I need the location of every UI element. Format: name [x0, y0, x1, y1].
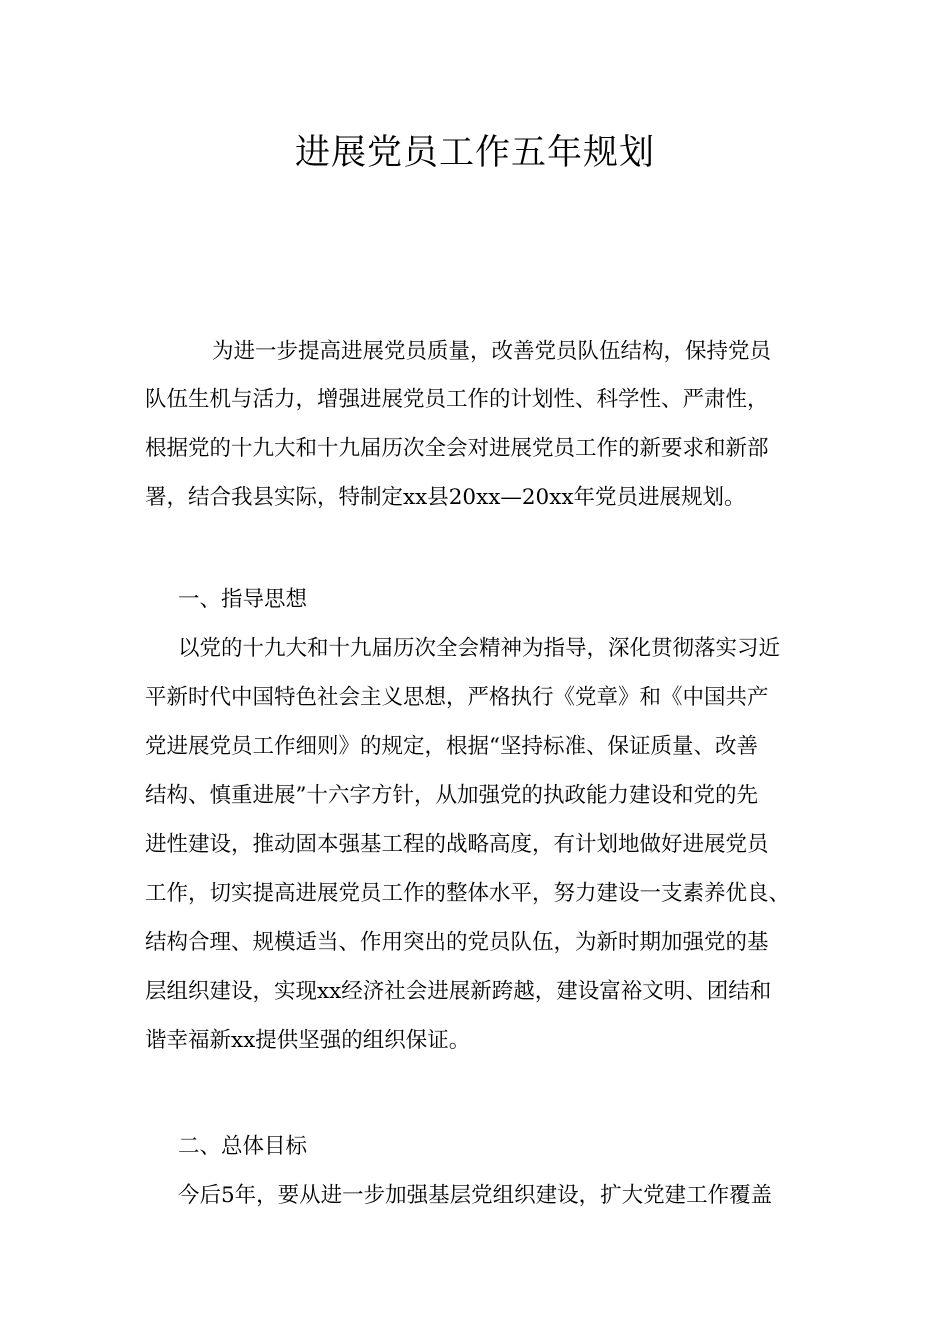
section1-line: 党进展党员工作细则》的规定，根据“坚持标准、保证质量、改善	[145, 734, 758, 759]
document-title: 进展党员工作五年规划	[294, 133, 655, 173]
section1-line: 以党的十九大和十九届历次全会精神为指导，深化贯彻落实习近	[178, 636, 781, 661]
section1-line: 结构、慎重进展”十六字方针，从加强党的执政能力建设和党的先	[145, 783, 758, 808]
section1-line: 谐幸福新xx提供坚强的组织保证。	[145, 1028, 471, 1053]
intro-line: 署，结合我县实际，特制定xx县20xx—20xx年党员进展规划。	[145, 485, 746, 510]
section1-line: 层组织建设，实现xx经济社会进展新跨越，建设富裕文明、团结和	[145, 979, 772, 1004]
intro-line: 队伍生机与活力，增强进展党员工作的计划性、科学性、严肃性，	[145, 387, 769, 412]
intro-line: 根据党的十九大和十九届历次全会对进展党员工作的新要求和新部	[145, 436, 769, 461]
intro-line: 为进一步提高进展党员质量，改善党员队伍结构，保持党员	[212, 339, 772, 364]
section1-line: 工作，切实提高进展党员工作的整体水平，努力建设一支素养优良、	[145, 881, 791, 906]
section1-line: 结构合理、规模适当、作用突出的党员队伍，为新时期加强党的基	[145, 930, 769, 955]
section-heading-overall-goals: 二、总体目标	[178, 1134, 308, 1159]
section2-line: 今后5年，要从进一步加强基层党组织建设，扩大党建工作覆盖	[178, 1183, 773, 1208]
section-heading-guiding-ideology: 一、指导思想	[178, 587, 308, 612]
section1-line: 平新时代中国特色社会主义思想，严格执行《党章》和《中国共产	[145, 685, 769, 710]
section1-line: 进性建设，推动固本强基工程的战略高度，有计划地做好进展党员	[145, 832, 769, 857]
